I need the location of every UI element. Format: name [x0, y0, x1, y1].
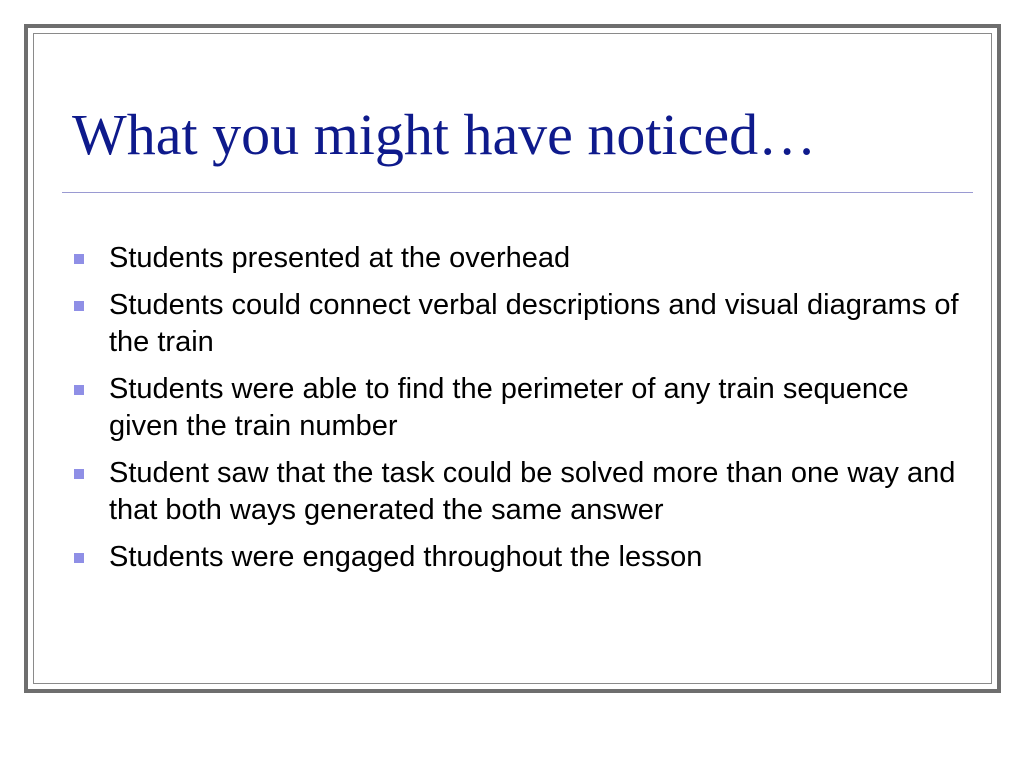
square-bullet-icon [74, 301, 84, 311]
bullet-item [72, 455, 972, 529]
bullet-text: Student saw that the task could be solved more than one way and that both ways generated the same answer [109, 457, 956, 526]
slide-title: What you might have noticed… [72, 102, 817, 167]
bullet-item [72, 371, 972, 445]
square-bullet-icon [74, 469, 84, 479]
bullet-list [72, 240, 972, 586]
square-bullet-icon [74, 553, 84, 563]
square-bullet-icon [74, 254, 84, 264]
title-divider [62, 192, 973, 193]
bullet-item [72, 287, 972, 361]
bullet-item [72, 539, 972, 576]
bullet-text: Students presented at the overhead [109, 242, 571, 274]
bullet-text: Students could connect verbal descriptions and visual diagrams of the train [109, 289, 959, 358]
bullet-text: Students were able to find the perimeter of any train sequence given the train number [109, 373, 909, 442]
bullet-item [72, 240, 972, 277]
bullet-text: Students were engaged throughout the lesson [109, 541, 703, 573]
square-bullet-icon [74, 385, 84, 395]
